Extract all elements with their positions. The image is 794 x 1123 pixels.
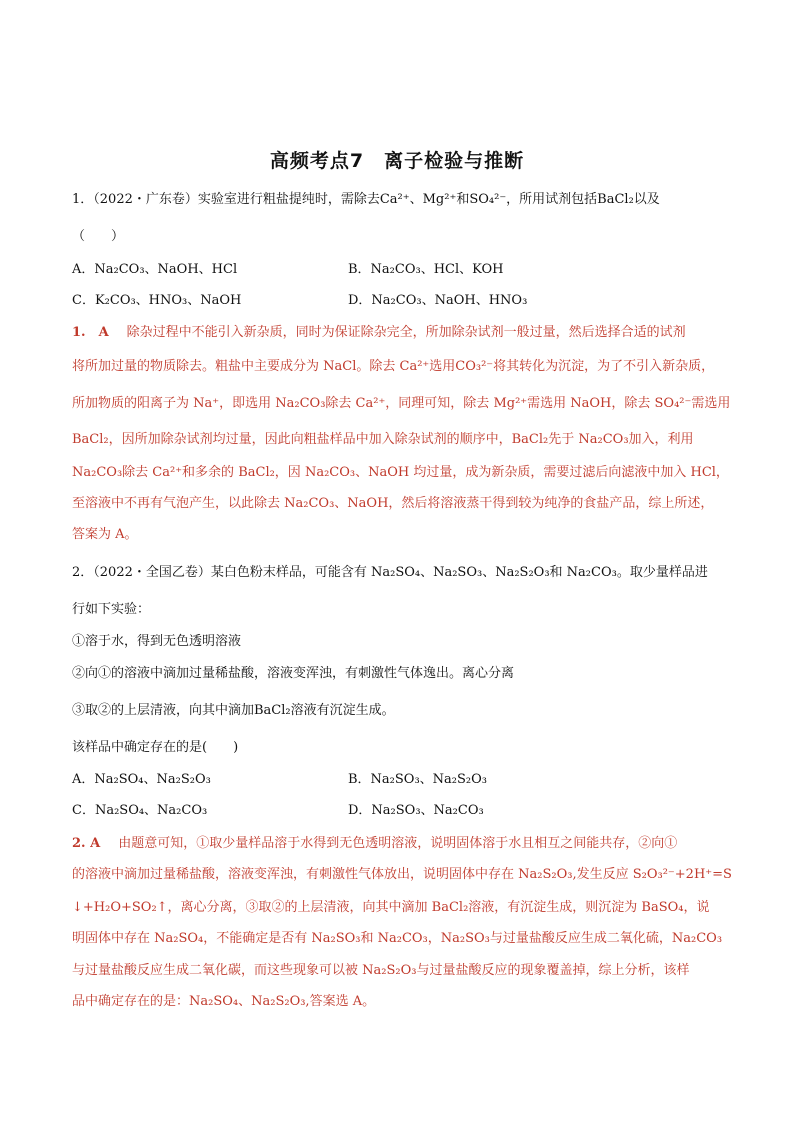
q1-answer-text: 除杂过程中不能引入新杂质，同时为保证除杂完全，所加除杂试剂一般过量，然后选择合适的试剂	[126, 325, 686, 340]
q1-option-a: A．Na₂CO₃、NaOH、HCl	[72, 262, 238, 277]
q1-answer-label: 1. A	[72, 325, 109, 340]
q1-option-c: C．K₂CO₃、HNO₃、NaOH	[72, 293, 242, 308]
q1-answer-line-6: 至溶液中不再有气泡产生，以此除去 Na₂CO₃、NaOH，然后将溶液蒸干得到较为纯净的食盐产品，综上所述，	[72, 496, 714, 511]
q2-answer-line-6: 品中确定存在的是：Na₂SO₄、Na₂S₂O₃,答案选 A。	[72, 994, 376, 1009]
q2-option-b: B．Na₂SO₃、Na₂S₂O₃	[348, 772, 487, 787]
q1-answer-line-4: BaCl₂，因所加除杂试剂均过量，因此向粗盐样品中加入除杂试剂的顺序中，BaCl₂先于 Na₂CO₃加入，利用	[72, 432, 694, 447]
q2-option-a: A．Na₂SO₄、Na₂S₂O₃	[72, 772, 211, 787]
q2-answer-line-4: 明固体中存在 Na₂SO₄，不能确定是否有 Na₂SO₃和 Na₂CO₃，Na₂SO₃与过量盐酸反应生成二氧化硫，Na₂CO₃	[72, 931, 723, 946]
q1-answer-line-5: Na₂CO₃除去 Ca²⁺和多余的 BaCl₂，因 Na₂CO₃、NaOH 均过量，成为新杂质，需要过滤后向滤液中加入 HCl，	[72, 465, 729, 480]
page-title: 高频考点7 离子检验与推断	[269, 150, 525, 172]
q1-answer-line-7: 答案为 A。	[72, 527, 138, 542]
q1-stem-line1: 1．（2022・广东卷）实验室进行粗盐提纯时，需除去Ca²⁺、Mg²⁺和SO₄²⁻，所用试剂包括BaCl₂以及	[72, 192, 660, 207]
q2-option-d: D．Na₂SO₃、Na₂CO₃	[348, 803, 484, 818]
q1-stem-line2: （ ）	[72, 229, 125, 244]
q1-option-d: D．Na₂CO₃、NaOH、HNO₃	[348, 293, 528, 308]
q2-step-3: ③取②的上层清液，向其中滴加BaCl₂溶液有沉淀生成。	[72, 703, 395, 718]
q2-answer-label: 2. A	[72, 836, 101, 851]
q2-question: 该样品中确定存在的是( )	[72, 740, 239, 755]
q1-answer-line-2: 将所加过量的物质除去。粗盐中主要成分为 NaCl。除去 Ca²⁺选用CO₃²⁻将其转化为沉淀，为了不引入新杂质，	[72, 359, 715, 374]
q2-step-1: ①溶于水，得到无色透明溶液	[72, 634, 242, 649]
q1-option-b: B．Na₂CO₃、HCl、KOH	[348, 262, 504, 277]
q2-answer-line-3: ↓+H₂O+SO₂↑，离心分离，③取②的上层清液，向其中滴加 BaCl₂溶液，有沉淀生成，则沉淀为 BaSO₄，说	[72, 900, 710, 915]
q2-step-2: ②向①的溶液中滴加过量稀盐酸，溶液变浑浊，有刺激性气体逸出。离心分离	[72, 666, 515, 681]
q2-answer-text: 由题意可知，①取少量样品溶于水得到无色透明溶液，说明固体溶于水且相互之间能共存，②向①	[118, 836, 678, 851]
q1-answer-line-1	[72, 325, 686, 341]
q2-option-c: C．Na₂SO₄、Na₂CO₃	[72, 803, 208, 818]
q1-answer-line-3: 所加物质的阳离子为 Na⁺，即选用 Na₂CO₃除去 Ca²⁺，同理可知，除去 Mg²⁺需选用 NaOH，除去 SO₄²⁻需选用	[72, 396, 731, 411]
q2-answer-line-2: 的溶液中滴加过量稀盐酸，溶液变浑浊，有刺激性气体放出，说明固体中存在 Na₂S₂O₃,发生反应 S₂O₃²⁻+2H⁺=S	[72, 867, 732, 882]
q2-answer-line-5: 与过量盐酸反应生成二氧化碳，而这些现象可以被 Na₂S₂O₃与过量盐酸反应的现象覆盖掉，综上分析，该样	[72, 963, 690, 978]
q2-stem-line1: 2．（2022・全国乙卷）某白色粉末样品，可能含有 Na₂SO₄、Na₂SO₃、Na₂S₂O₃和 Na₂CO₃。取少量样品进	[72, 565, 708, 580]
q2-stem-line2: 行如下实验：	[72, 602, 151, 617]
q2-answer-line-1	[72, 836, 677, 852]
